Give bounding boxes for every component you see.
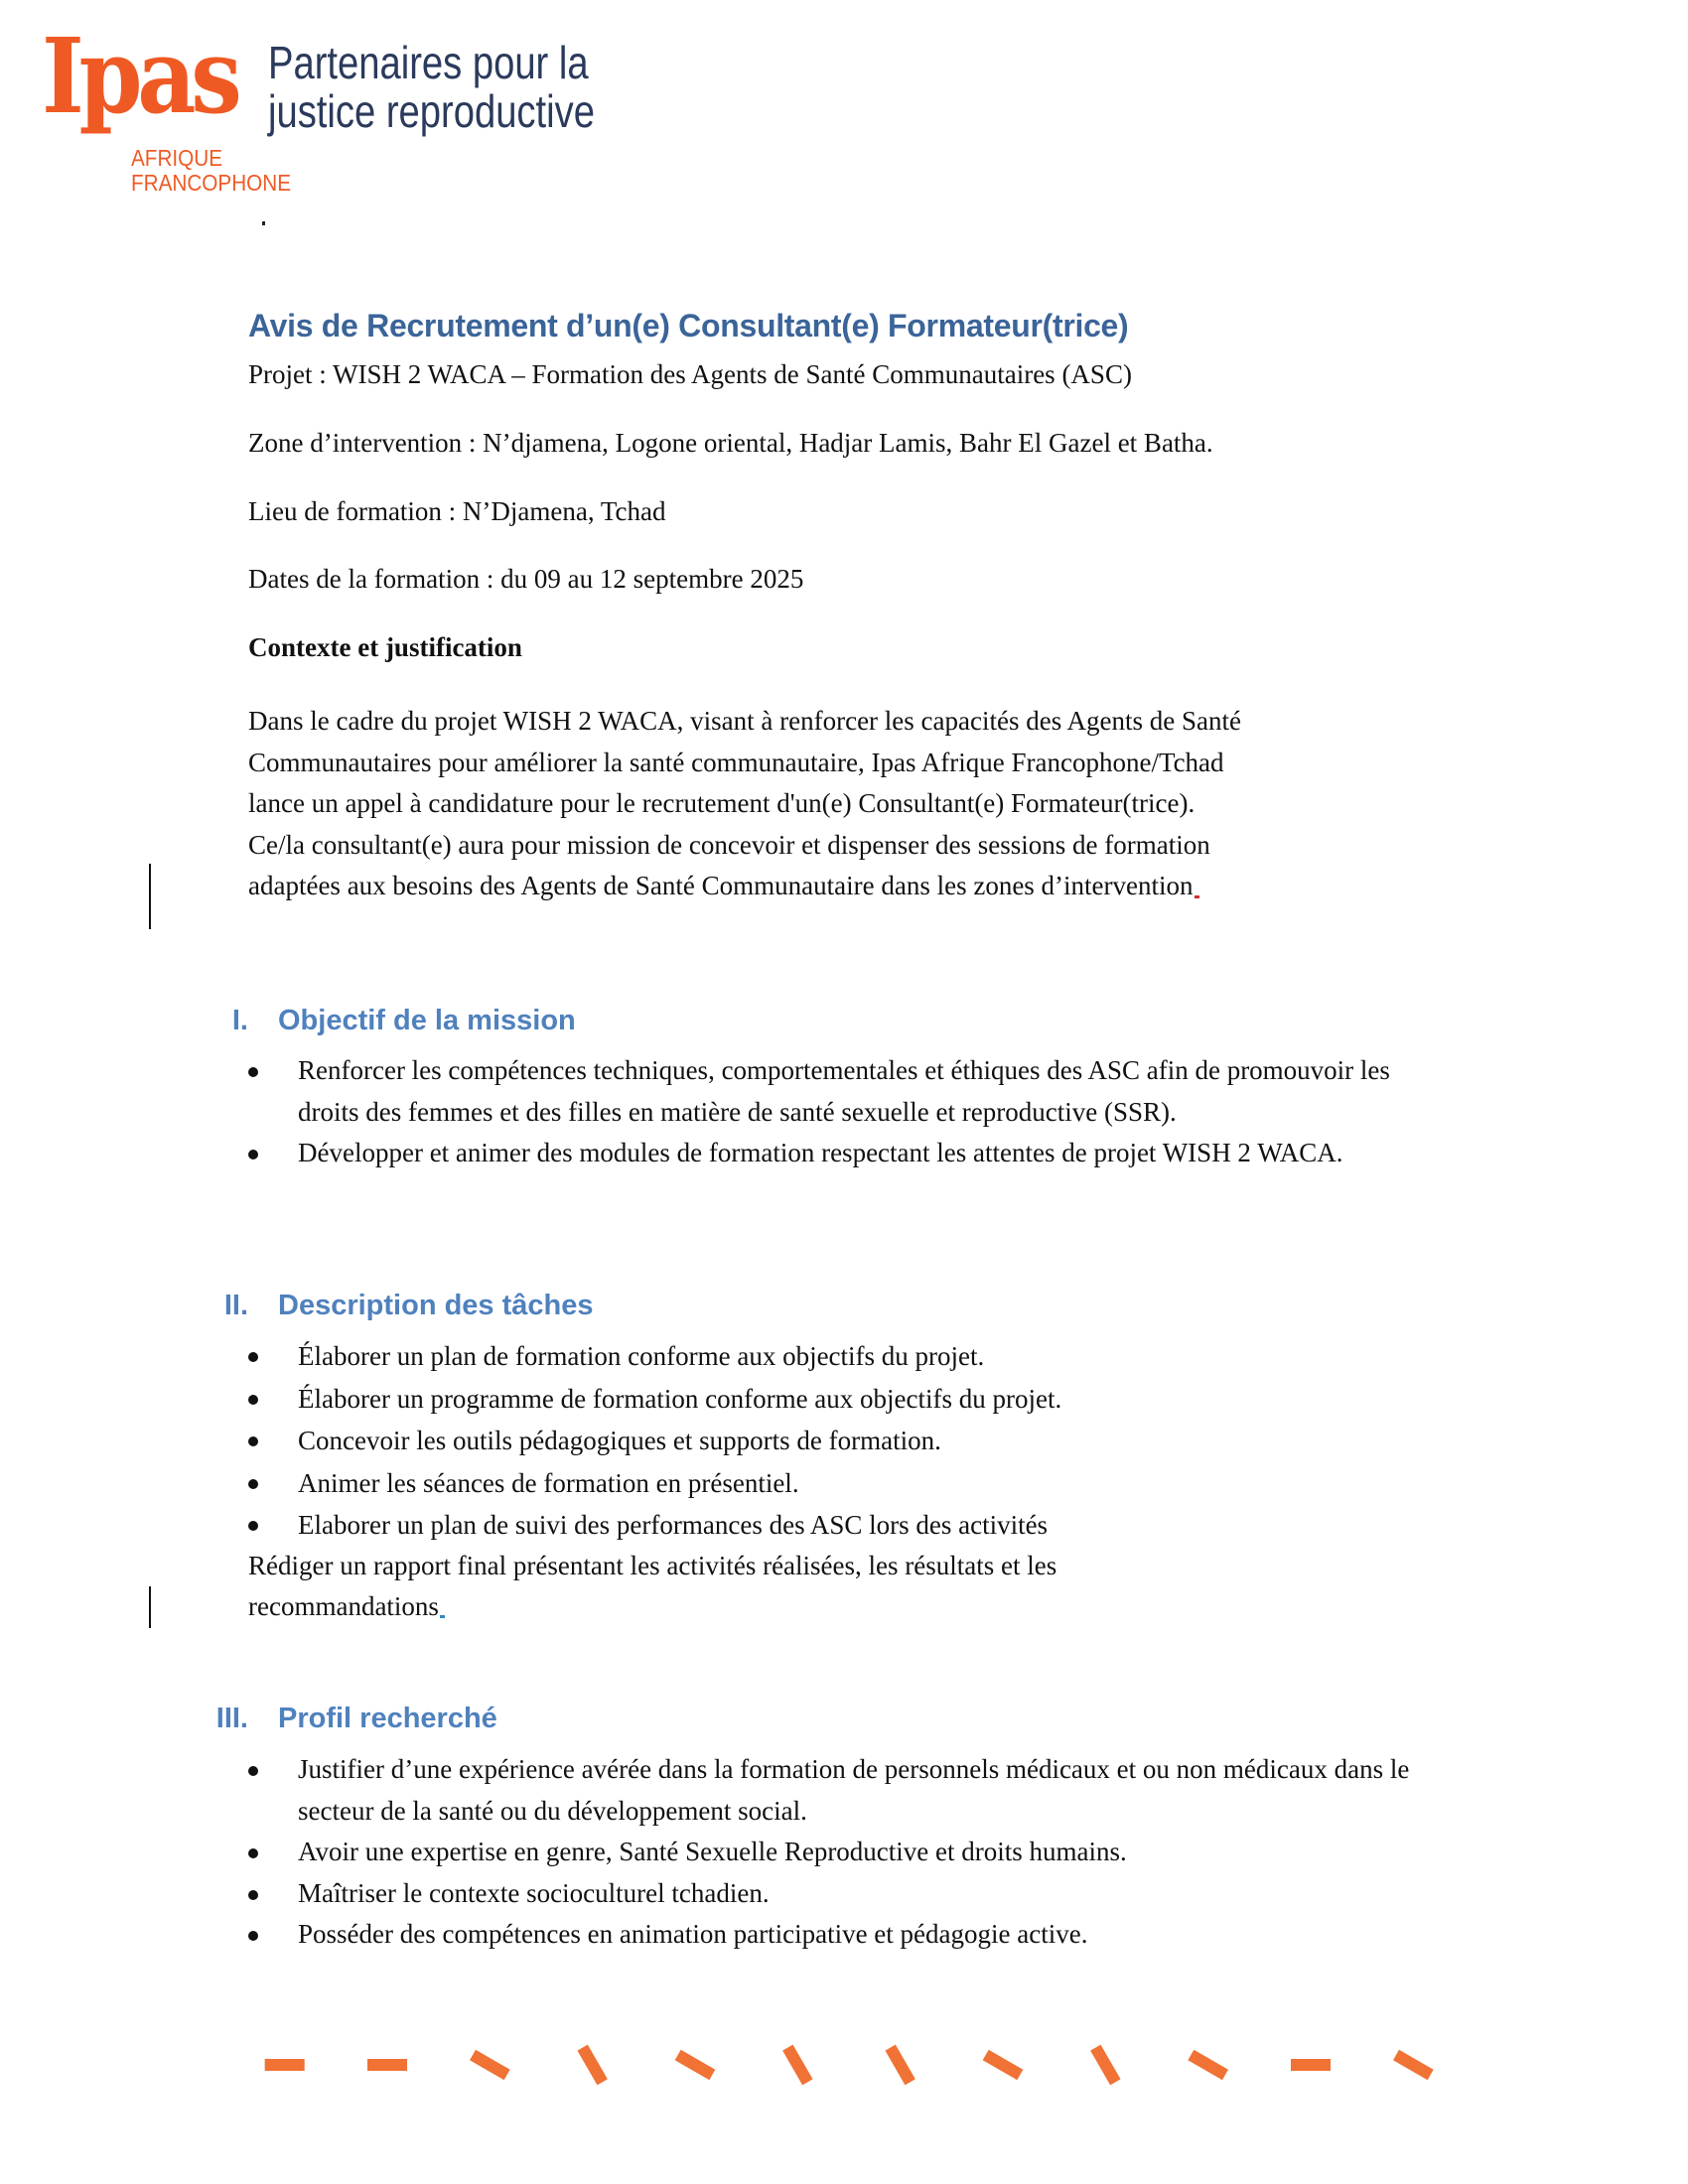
- dates-line: Dates de la formation : du 09 au 12 septembre 2025: [248, 564, 804, 594]
- list-item: [248, 1462, 1440, 1505]
- ipas-logo: [40, 15, 635, 204]
- bullet-icon: [248, 1931, 258, 1941]
- list-item: [248, 1504, 1440, 1547]
- section-number: I.: [231, 1005, 248, 1036]
- bullet-icon: [248, 1150, 258, 1160]
- list-item: [248, 1914, 1440, 1956]
- zone-line: Zone d’intervention : N’djamena, Logone oriental, Hadjar Lamis, Bahr El Gazel et Batha.: [248, 428, 1213, 458]
- section-title: Description des tâches: [278, 1290, 594, 1321]
- footer-dash: [782, 2045, 812, 2086]
- profil-list: [248, 1749, 1440, 1956]
- list-item: [248, 1873, 1440, 1915]
- logo-subtitle-line1: AFRIQUE: [131, 145, 223, 171]
- logo-tagline-line1: Partenaires pour la: [268, 37, 589, 88]
- logo-subtitle-line2: FRANCOPHONE: [131, 170, 292, 196]
- paragraph-line: [248, 866, 1479, 907]
- list-item: [248, 1832, 1440, 1873]
- footer-dash: [1188, 2050, 1228, 2080]
- list-item-text: Avoir une expertise en genre, Santé Sexuelle Reproductive et droits humains.: [298, 1837, 1127, 1866]
- section-heading-objectif: [179, 1005, 774, 1044]
- projet-line: Projet : WISH 2 WACA – Formation des Agents de Santé Communautaires (ASC): [248, 359, 1132, 389]
- contexte-heading: Contexte et justification: [248, 632, 522, 662]
- bullet-icon: [248, 1479, 258, 1489]
- bullet-icon: [248, 1848, 258, 1858]
- section-heading-profil: [179, 1703, 774, 1742]
- list-item: [248, 1133, 1440, 1174]
- footer-dash: [265, 2059, 305, 2071]
- list-item: [248, 1749, 1440, 1832]
- list-item-text: Renforcer les compétences techniques, comportementales et éthiques des ASC afin de promouvoir les droits des femmes et des filles en matière de santé sexuelle et reproductive (SSR).: [298, 1055, 1390, 1127]
- bullet-icon: [248, 1436, 258, 1446]
- section-number: II.: [223, 1290, 248, 1321]
- list-item: [248, 1335, 1440, 1378]
- paragraph-line: Communautaires pour améliorer la santé communautaire, Ipas Afrique Francophone/Tchad: [248, 747, 1224, 777]
- list-item-text: Elaborer un plan de suivi des performances des ASC lors des activités: [298, 1510, 1049, 1540]
- footer-dash: [367, 2059, 407, 2071]
- section-title: Objectif de la mission: [278, 1005, 576, 1036]
- change-bar: [149, 864, 151, 929]
- tracked-change-mark: [440, 1615, 445, 1618]
- footer-dash: [1291, 2059, 1331, 2071]
- bullet-icon: [248, 1890, 258, 1900]
- change-bar: [149, 1586, 151, 1628]
- contexte-paragraph: [248, 701, 1479, 907]
- document-title: Avis de Recrutement d’un(e) Consultant(e) Formateur(trice): [248, 308, 1129, 343]
- footer-dash: [885, 2045, 914, 2086]
- list-item-text: Animer les séances de formation en présentiel.: [298, 1467, 799, 1498]
- taches-list: [248, 1335, 1440, 1547]
- list-item: [248, 1420, 1440, 1462]
- tracked-change-mark: [1195, 895, 1199, 898]
- footer-dash: [470, 2050, 510, 2080]
- footer-dash: [577, 2045, 607, 2086]
- logo-brand: Ipas: [42, 15, 237, 137]
- bullet-icon: [248, 1395, 258, 1405]
- paragraph-line: Rédiger un rapport final présentant les activités réalisées, les résultats et les: [248, 1551, 1057, 1580]
- paragraph-line: [248, 1586, 1479, 1627]
- list-item-text: Concevoir les outils pédagogiques et supports de formation.: [298, 1426, 941, 1455]
- list-item: [248, 1050, 1440, 1133]
- paragraph-line-text: recommandations: [248, 1591, 439, 1621]
- bullet-icon: [248, 1067, 258, 1077]
- footer-dash: [983, 2050, 1024, 2080]
- footer-dash: [1090, 2045, 1120, 2086]
- paragraph-line: Ce/la consultant(e) aura pour mission de concevoir et dispenser des sessions de formation: [248, 829, 1210, 860]
- footer-dash-decoration: [238, 2035, 1470, 2095]
- bullet-icon: [248, 1521, 258, 1531]
- list-item-text: Élaborer un plan de formation conforme aux objectifs du projet.: [298, 1341, 985, 1371]
- list-item-text: Posséder des compétences en animation participative et pédagogie active.: [298, 1919, 1088, 1949]
- stray-dot: [262, 221, 265, 225]
- logo-tagline-line2: justice reproductive: [268, 85, 595, 137]
- list-item-text: Élaborer un programme de formation conforme aux objectifs du projet.: [298, 1383, 1062, 1414]
- paragraph-line-text: adaptées aux besoins des Agents de Santé Communautaire dans les zones d’intervention: [248, 871, 1194, 900]
- objectif-list: [248, 1050, 1440, 1174]
- list-item-text: Maîtriser le contexte socioculturel tchadien.: [298, 1877, 770, 1908]
- paragraph-line: Dans le cadre du projet WISH 2 WACA, visant à renforcer les capacités des Agents de Santé: [248, 706, 1241, 736]
- section-title: Profil recherché: [278, 1703, 497, 1734]
- logo-tagline: [268, 39, 595, 136]
- lieu-line: Lieu de formation : N’Djamena, Tchad: [248, 496, 666, 526]
- list-item: [248, 1378, 1440, 1421]
- logo-subtitle: [131, 146, 291, 196]
- list-item-text: Justifier d’une expérience avérée dans la formation de personnels médicaux et ou non médicaux dans le secteur de la santé ou du développement social.: [298, 1754, 1410, 1826]
- footer-dash: [675, 2050, 716, 2080]
- bullet-icon: [248, 1352, 258, 1362]
- section-number: III.: [215, 1703, 248, 1734]
- list-item-text: Développer et animer des modules de formation respectant les attentes de projet WISH 2 WACA.: [298, 1138, 1343, 1167]
- section-heading-taches: [179, 1290, 774, 1329]
- footer-dash: [1393, 2050, 1434, 2080]
- taches-trailing-text: [248, 1546, 1479, 1627]
- bullet-icon: [248, 1766, 258, 1776]
- paragraph-line: lance un appel à candidature pour le recrutement d'un(e) Consultant(e) Formateur(trice).: [248, 788, 1196, 818]
